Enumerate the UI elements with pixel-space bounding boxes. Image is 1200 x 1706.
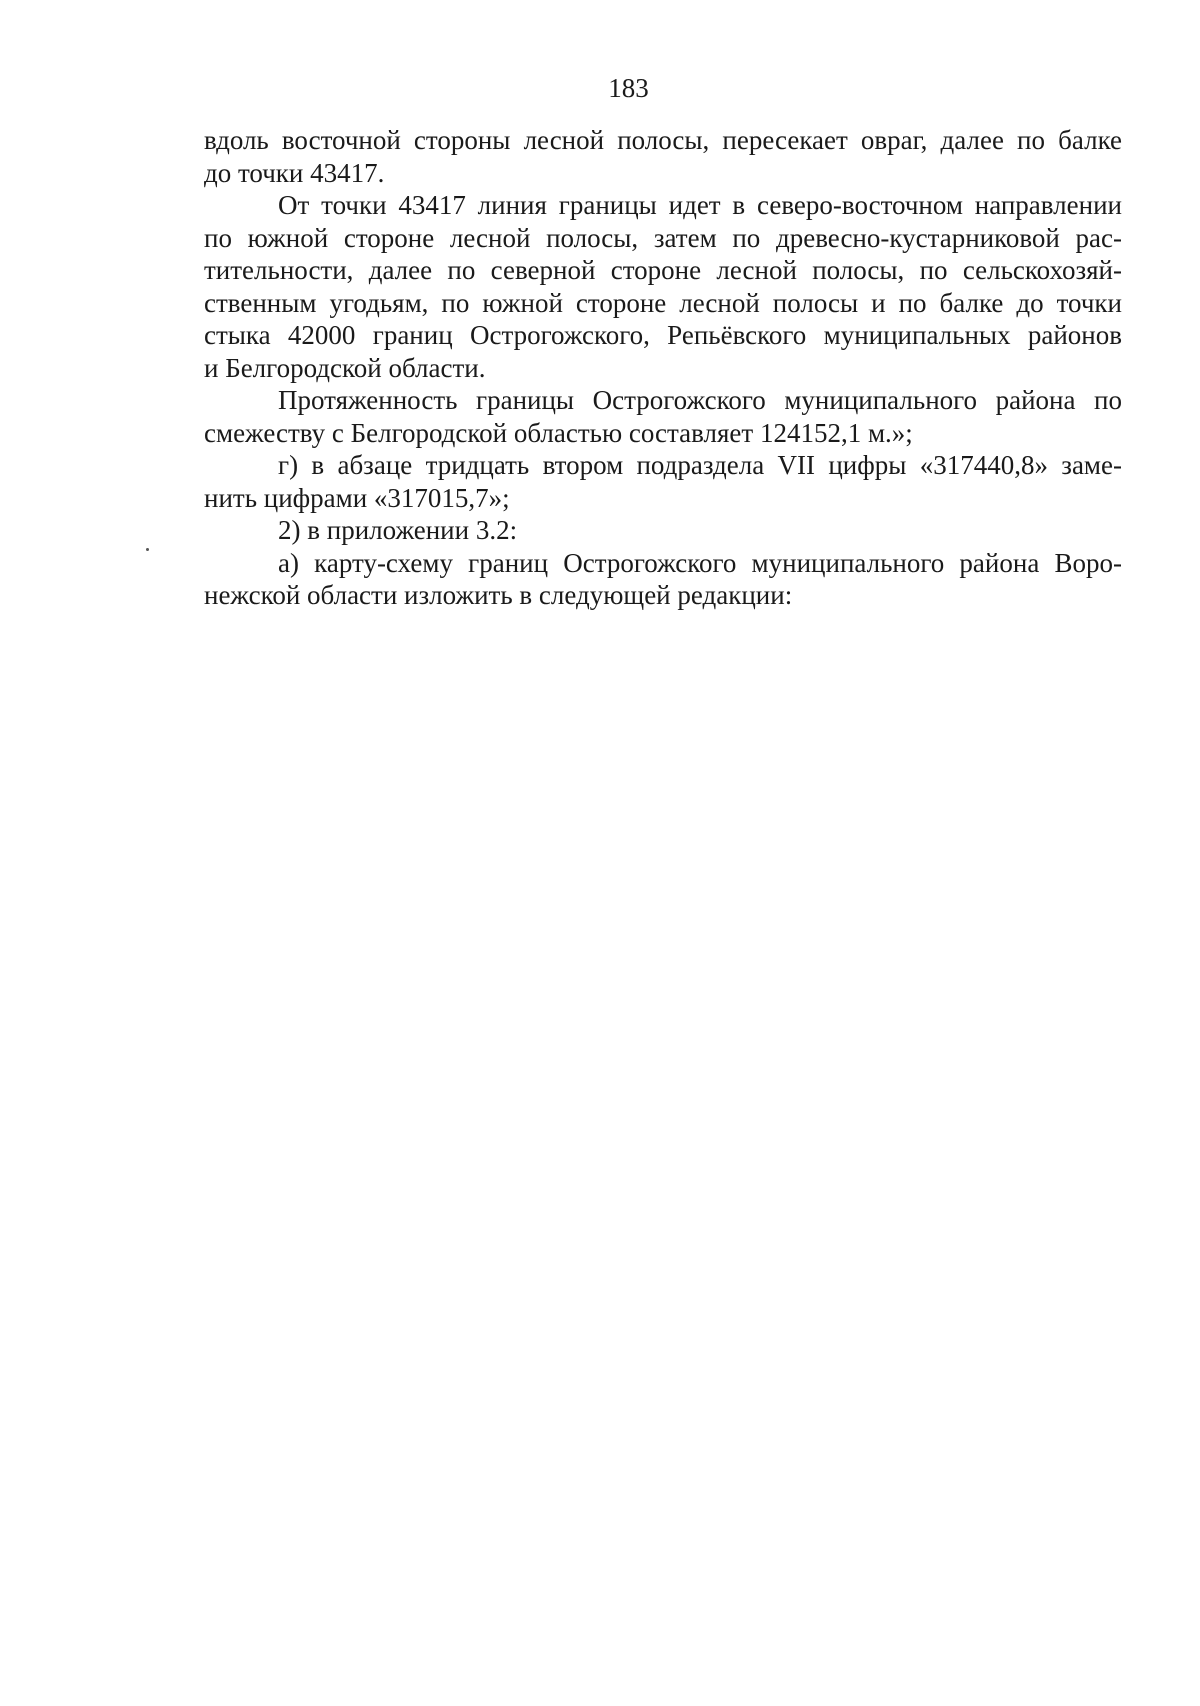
text-line: ственным угодьям, по южной стороне лесной полосы и по балке до точки (204, 287, 1122, 318)
text-line: Протяженность границы Острогожского муниципального района по (278, 385, 1122, 415)
text-line: смежеству с Белгородской областью составляет 124152,1 м.»; (204, 417, 913, 448)
text-line: тительности, далее по северной стороне лесной полосы, по сельскохозяй- (204, 255, 1122, 285)
scan-speck (146, 548, 149, 551)
text-line: г) в абзаце тридцать втором подраздела VII цифры «317440,8» заме- (278, 450, 1122, 480)
text-line: нежской области изложить в следующей редакции: (204, 580, 793, 610)
document-body (204, 124, 1122, 612)
text-line: От точки 43417 линия границы идет в северо-восточном направлении (278, 190, 1122, 220)
page-number-text: 183 (608, 73, 649, 103)
text-line: 2) в приложении 3.2: (278, 515, 518, 545)
text-line: по южной стороне лесной полосы, затем по древесно-кустарниковой рас- (204, 222, 1122, 253)
text-line: нить цифрами «317015,7»; (204, 482, 510, 513)
text-line: а) карту-схему границ Острогожского муниципального района Воро- (278, 547, 1122, 578)
text-line: вдоль восточной стороны лесной полосы, пересекает овраг, далее по балке (204, 125, 1122, 155)
text-line: до точки 43417. (204, 157, 385, 188)
text-line: стыка 42000 границ Острогожского, Репьёвского муниципальных районов (204, 320, 1122, 350)
text-line: и Белгородской области. (204, 352, 486, 383)
page-number (57, 72, 1200, 104)
